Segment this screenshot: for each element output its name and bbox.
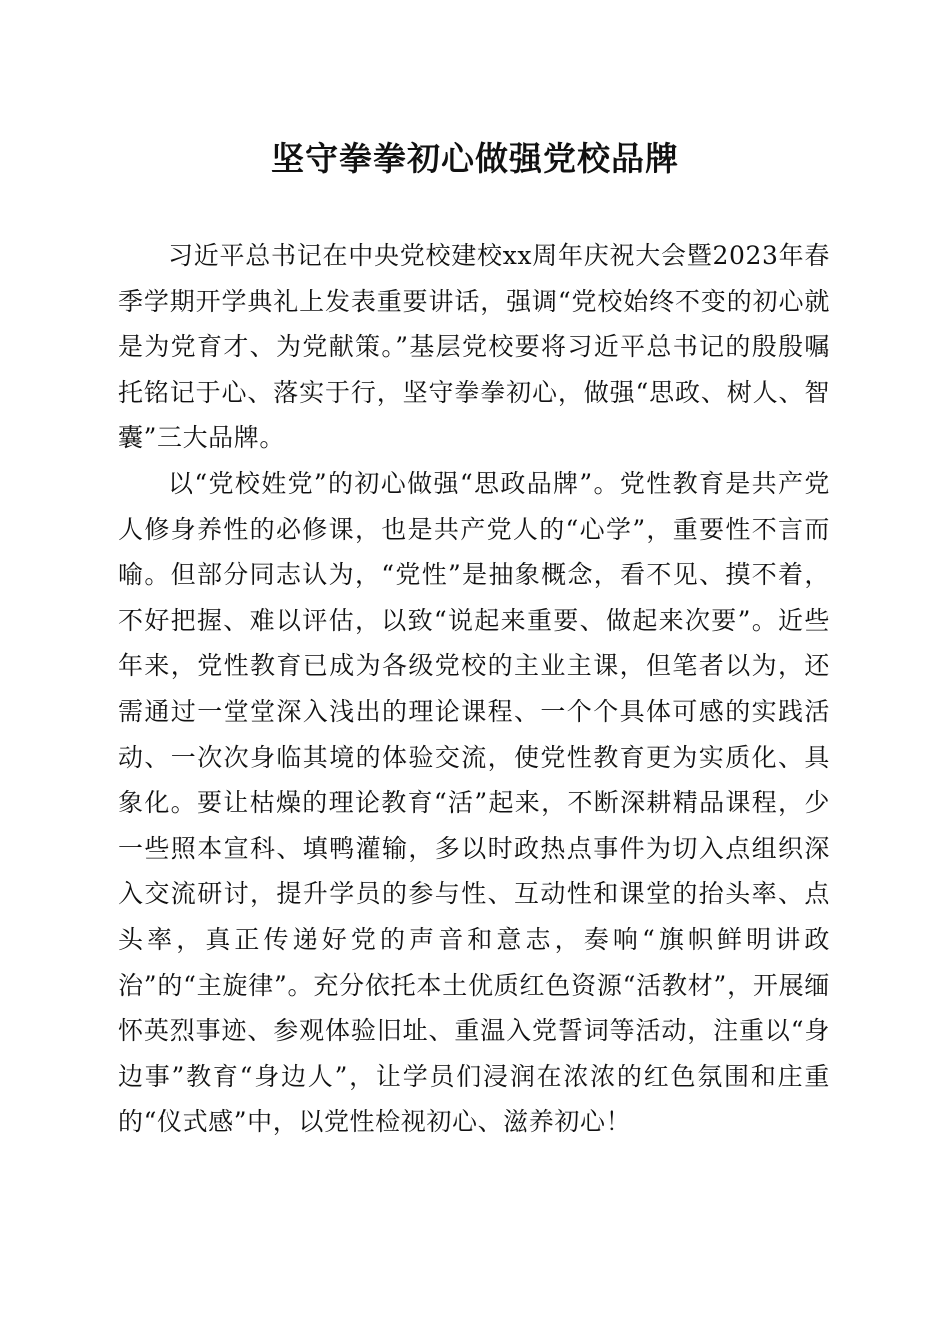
- paragraph-intro: 习近平总书记在中央党校建校xx周年庆祝大会暨2023年春季学期开学典礼上发表重要讲话，强调“党校始终不变的初心就是为党育才、为党献策。”基层党校要将习近平总书记的殷殷嘱托铭记于心、落实于行，坚守拳拳初心，做强“思政、树人、智囊”三大品牌。: [118, 241, 830, 453]
- document-title: 坚守拳拳初心做强党校品牌: [271, 139, 679, 178]
- document-body: [118, 233, 830, 1145]
- paragraph-ideological-brand: 以“党校姓党”的初心做强“思政品牌”。党性教育是共产党人修身养性的必修课，也是共产党人的“心学”，重要性不言而喻。但部分同志认为，“党性”是抽象概念，看不见、摸不着，不好把握、难以评估，以致“说起来重要、做起来次要”。近些年来，党性教育已成为各级党校的主业主课，但笔者以为，还需通过一堂堂深入浅出的理论课程、一个个具体可感的实践活动、一次次身临其境的体验交流，使党性教育更为实质化、具象化。要让枯燥的理论教育“活”起来，不断深耕精品课程，少一些照本宣科、填鸭灌输，多以时政热点事件为切入点组织深入交流研讨，提升学员的参与性、互动性和课堂的抬头率、点头率，真正传递好党的声音和意志，奏响“旗帜鲜明讲政治”的“主旋律”。充分依托本土优质红色资源“活教材”，开展缅怀英烈事迹、参观体验旧址、重温入党誓词等活动，注重以“身边事”教育“身边人”，让学员们浸润在浓浓的红色氛围和庄重的“仪式感”中，以党性检视初心、滋养初心！: [118, 468, 830, 1137]
